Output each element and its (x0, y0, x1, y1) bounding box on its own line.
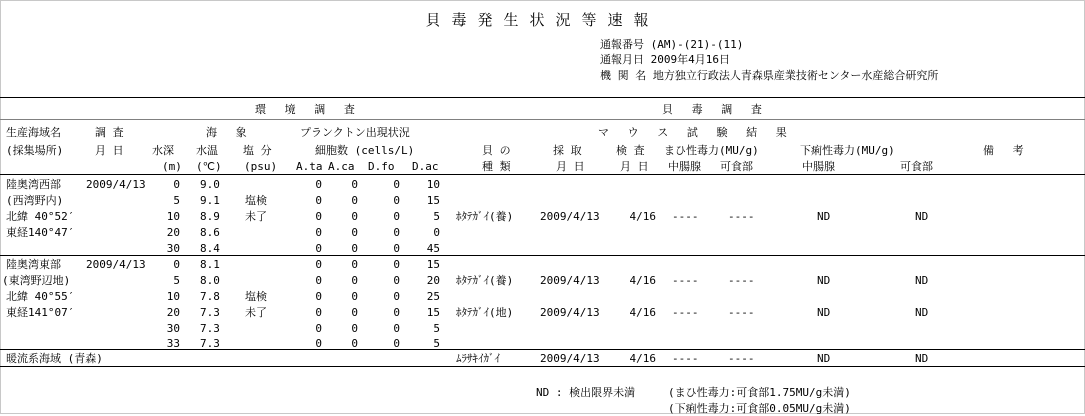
agency-name: 機 関 名 地方独立行政法人青森県産業技術センター水産総合研究所 (600, 69, 939, 82)
depth-cell: 20 (166, 306, 180, 319)
table-bottom-rule (0, 366, 1085, 367)
shellfish-kind: ﾎﾀﾃｶﾞｲ(地) (456, 306, 514, 319)
ata-cell: 0 (315, 337, 322, 350)
col-aca: A.ca (328, 160, 355, 173)
env-survey-heading: 環 境 調 査 (255, 103, 361, 116)
temp-unit: (℃) (196, 160, 222, 173)
area-name-header: 生産海域名 (6, 126, 61, 139)
sampling-date: 2009/4/13 (540, 274, 600, 287)
temp-cell: 8.4 (200, 242, 220, 255)
sampling-place: (西湾野内) (6, 194, 64, 207)
longitude: 東経141°07′ (6, 306, 75, 319)
area-name: 暖流系海域 (青森) (6, 352, 103, 365)
temp-cell: 7.8 (200, 290, 220, 303)
aca-cell: 0 (351, 242, 358, 255)
salinity-cell: 未了 (245, 210, 267, 223)
aca-cell: 0 (351, 306, 358, 319)
salinity-cell: 未了 (245, 306, 267, 319)
dsp-midgut: ND (817, 352, 831, 365)
salinity-header: 塩 分 (243, 144, 272, 157)
ata-cell: 0 (315, 210, 322, 223)
cells-header: 細胞数 (cells/L) (315, 144, 415, 157)
dfo-cell: 0 (393, 210, 400, 223)
temp-cell: 9.0 (200, 178, 220, 191)
sampling-md-header: 月 日 (556, 160, 585, 173)
depth-cell: 20 (166, 226, 180, 239)
dfo-cell: 0 (393, 274, 400, 287)
table-top-rule (0, 97, 1085, 98)
temp-cell: 8.9 (200, 210, 220, 223)
dsp-header: 下痢性毒力(MU/g) (800, 144, 895, 157)
dac-cell: 10 (426, 178, 440, 191)
col-dfo: D.fo (368, 160, 395, 173)
latitude: 北緯 40°55′ (6, 290, 75, 303)
dac-cell: 5 (433, 337, 440, 350)
depth-cell: 30 (166, 242, 180, 255)
dac-cell: 5 (433, 322, 440, 335)
psp-midgut: ---- (672, 210, 699, 223)
sampling-header: 採 取 (553, 144, 582, 157)
sea-header: 海 象 (206, 126, 253, 139)
dsp-edible: ND (915, 210, 929, 223)
aca-cell: 0 (351, 210, 358, 223)
salinity-unit: (psu) (244, 160, 278, 173)
area-name: 陸奥湾東部 (6, 258, 61, 271)
dsp-limit-note: (下痢性毒力:可食部0.05MU/g未満) (668, 402, 851, 415)
aca-cell: 0 (351, 258, 358, 271)
aca-cell: 0 (351, 274, 358, 287)
dfo-cell: 0 (393, 290, 400, 303)
psp-midgut: ---- (672, 352, 699, 365)
aca-cell: 0 (351, 178, 358, 191)
dac-cell: 45 (426, 242, 440, 255)
dfo-cell: 0 (393, 322, 400, 335)
inspection-md-header: 月 日 (620, 160, 649, 173)
depth-cell: 10 (166, 210, 180, 223)
depth-cell: 5 (173, 274, 180, 287)
dfo-cell: 0 (393, 337, 400, 350)
psp-midgut-header: 中腸腺 (668, 160, 701, 173)
latitude: 北緯 40°52′ (6, 210, 75, 223)
dac-cell: 15 (426, 258, 440, 271)
salinity-cell: 塩検 (245, 194, 267, 207)
aca-cell: 0 (351, 194, 358, 207)
psp-edible: ---- (728, 352, 755, 365)
depth-unit: (m) (162, 160, 182, 173)
dac-cell: 0 (433, 226, 440, 239)
dfo-cell: 0 (393, 306, 400, 319)
sampling-date: 2009/4/13 (540, 352, 600, 365)
psp-edible-header: 可食部 (720, 160, 753, 173)
ata-cell: 0 (315, 322, 322, 335)
ata-cell: 0 (315, 194, 322, 207)
depth-cell: 0 (173, 258, 180, 271)
ata-cell: 0 (315, 178, 322, 191)
survey-date: 2009/4/13 (86, 258, 146, 271)
depth-cell: 33 (166, 337, 180, 350)
temp-cell: 7.3 (200, 337, 220, 350)
sampling-place-header: (採集場所) (6, 144, 64, 157)
dfo-cell: 0 (393, 258, 400, 271)
temp-cell: 9.1 (200, 194, 220, 207)
temp-cell: 8.1 (200, 258, 220, 271)
dsp-edible: ND (915, 274, 929, 287)
dac-cell: 5 (433, 210, 440, 223)
sampling-date: 2009/4/13 (540, 306, 600, 319)
sampling-place: (東湾野辺地) (2, 274, 71, 287)
col-dac: D.ac (412, 160, 439, 173)
report-date: 通報月日 2009年4月16日 (600, 53, 730, 66)
dac-cell: 25 (426, 290, 440, 303)
col-ata: A.ta (296, 160, 323, 173)
aca-cell: 0 (351, 337, 358, 350)
block-divider (0, 349, 1085, 350)
page-title: 貝毒発生状況等速報 (425, 11, 660, 29)
dsp-edible: ND (915, 352, 929, 365)
shellfish-kind: ﾎﾀﾃｶﾞｲ(養) (456, 210, 514, 223)
dsp-midgut: ND (817, 210, 831, 223)
ata-cell: 0 (315, 226, 322, 239)
psp-edible: ---- (728, 274, 755, 287)
inspection-date: 4/16 (629, 306, 656, 319)
dac-cell: 15 (426, 306, 440, 319)
dsp-edible-header: 可食部 (900, 160, 933, 173)
inspection-date: 4/16 (629, 352, 656, 365)
ata-cell: 0 (315, 258, 322, 271)
psp-midgut: ---- (672, 274, 699, 287)
shellfish-kind: ﾎﾀﾃｶﾞｲ(養) (456, 274, 514, 287)
area-name: 陸奥湾西部 (6, 178, 61, 191)
salinity-cell: 塩検 (245, 290, 267, 303)
inspection-header: 検 査 (616, 144, 645, 157)
depth-header: 水深 (152, 144, 174, 157)
inspection-date: 4/16 (629, 274, 656, 287)
month-day-header: 月 日 (95, 144, 124, 157)
dsp-edible: ND (915, 306, 929, 319)
shellfish-survey-heading: 貝 毒 調 査 (662, 103, 768, 116)
temp-cell: 7.3 (200, 322, 220, 335)
psp-limit-note: (まひ性毒力:可食部1.75MU/g未満) (668, 386, 851, 399)
temp-cell: 8.6 (200, 226, 220, 239)
dsp-midgut: ND (817, 306, 831, 319)
psp-header: まひ性毒力(MU/g) (664, 144, 759, 157)
sampling-date: 2009/4/13 (540, 210, 600, 223)
ata-cell: 0 (315, 274, 322, 287)
dfo-cell: 0 (393, 226, 400, 239)
dsp-midgut-header: 中腸腺 (802, 160, 835, 173)
dfo-cell: 0 (393, 194, 400, 207)
ata-cell: 0 (315, 290, 322, 303)
depth-cell: 5 (173, 194, 180, 207)
depth-cell: 10 (166, 290, 180, 303)
psp-midgut: ---- (672, 306, 699, 319)
shellfish-kind-header: 種 類 (482, 160, 511, 173)
dfo-cell: 0 (393, 178, 400, 191)
shellfish-no-header: 貝 の (482, 144, 511, 157)
plankton-header: プランクトン出現状況 (300, 126, 410, 139)
shellfish-kind: ﾑﾗｻｷｲｶﾞｲ (456, 352, 500, 365)
longitude: 東経140°47′ (6, 226, 75, 239)
dfo-cell: 0 (393, 242, 400, 255)
temp-cell: 8.0 (200, 274, 220, 287)
dsp-midgut: ND (817, 274, 831, 287)
header-bottom-rule (0, 174, 1085, 175)
temp-cell: 7.3 (200, 306, 220, 319)
block-divider (0, 255, 1085, 256)
depth-cell: 0 (173, 178, 180, 191)
water-temp-header: 水温 (196, 144, 218, 157)
mouse-test-header: マ ウ ス 試 験 結 果 (598, 126, 793, 139)
ata-cell: 0 (315, 242, 322, 255)
nd-footnote: ND : 検出限界未満 (536, 386, 636, 399)
aca-cell: 0 (351, 322, 358, 335)
report-number: 通報番号 (AM)-(21)-(11) (600, 38, 744, 51)
depth-cell: 30 (166, 322, 180, 335)
remarks-header: 備 考 (983, 144, 1030, 157)
survey-header: 調 査 (95, 126, 124, 139)
header-divider (0, 119, 1085, 120)
survey-date: 2009/4/13 (86, 178, 146, 191)
aca-cell: 0 (351, 226, 358, 239)
inspection-date: 4/16 (629, 210, 656, 223)
aca-cell: 0 (351, 290, 358, 303)
psp-edible: ---- (728, 210, 755, 223)
ata-cell: 0 (315, 306, 322, 319)
dac-cell: 20 (426, 274, 440, 287)
dac-cell: 15 (426, 194, 440, 207)
psp-edible: ---- (728, 306, 755, 319)
